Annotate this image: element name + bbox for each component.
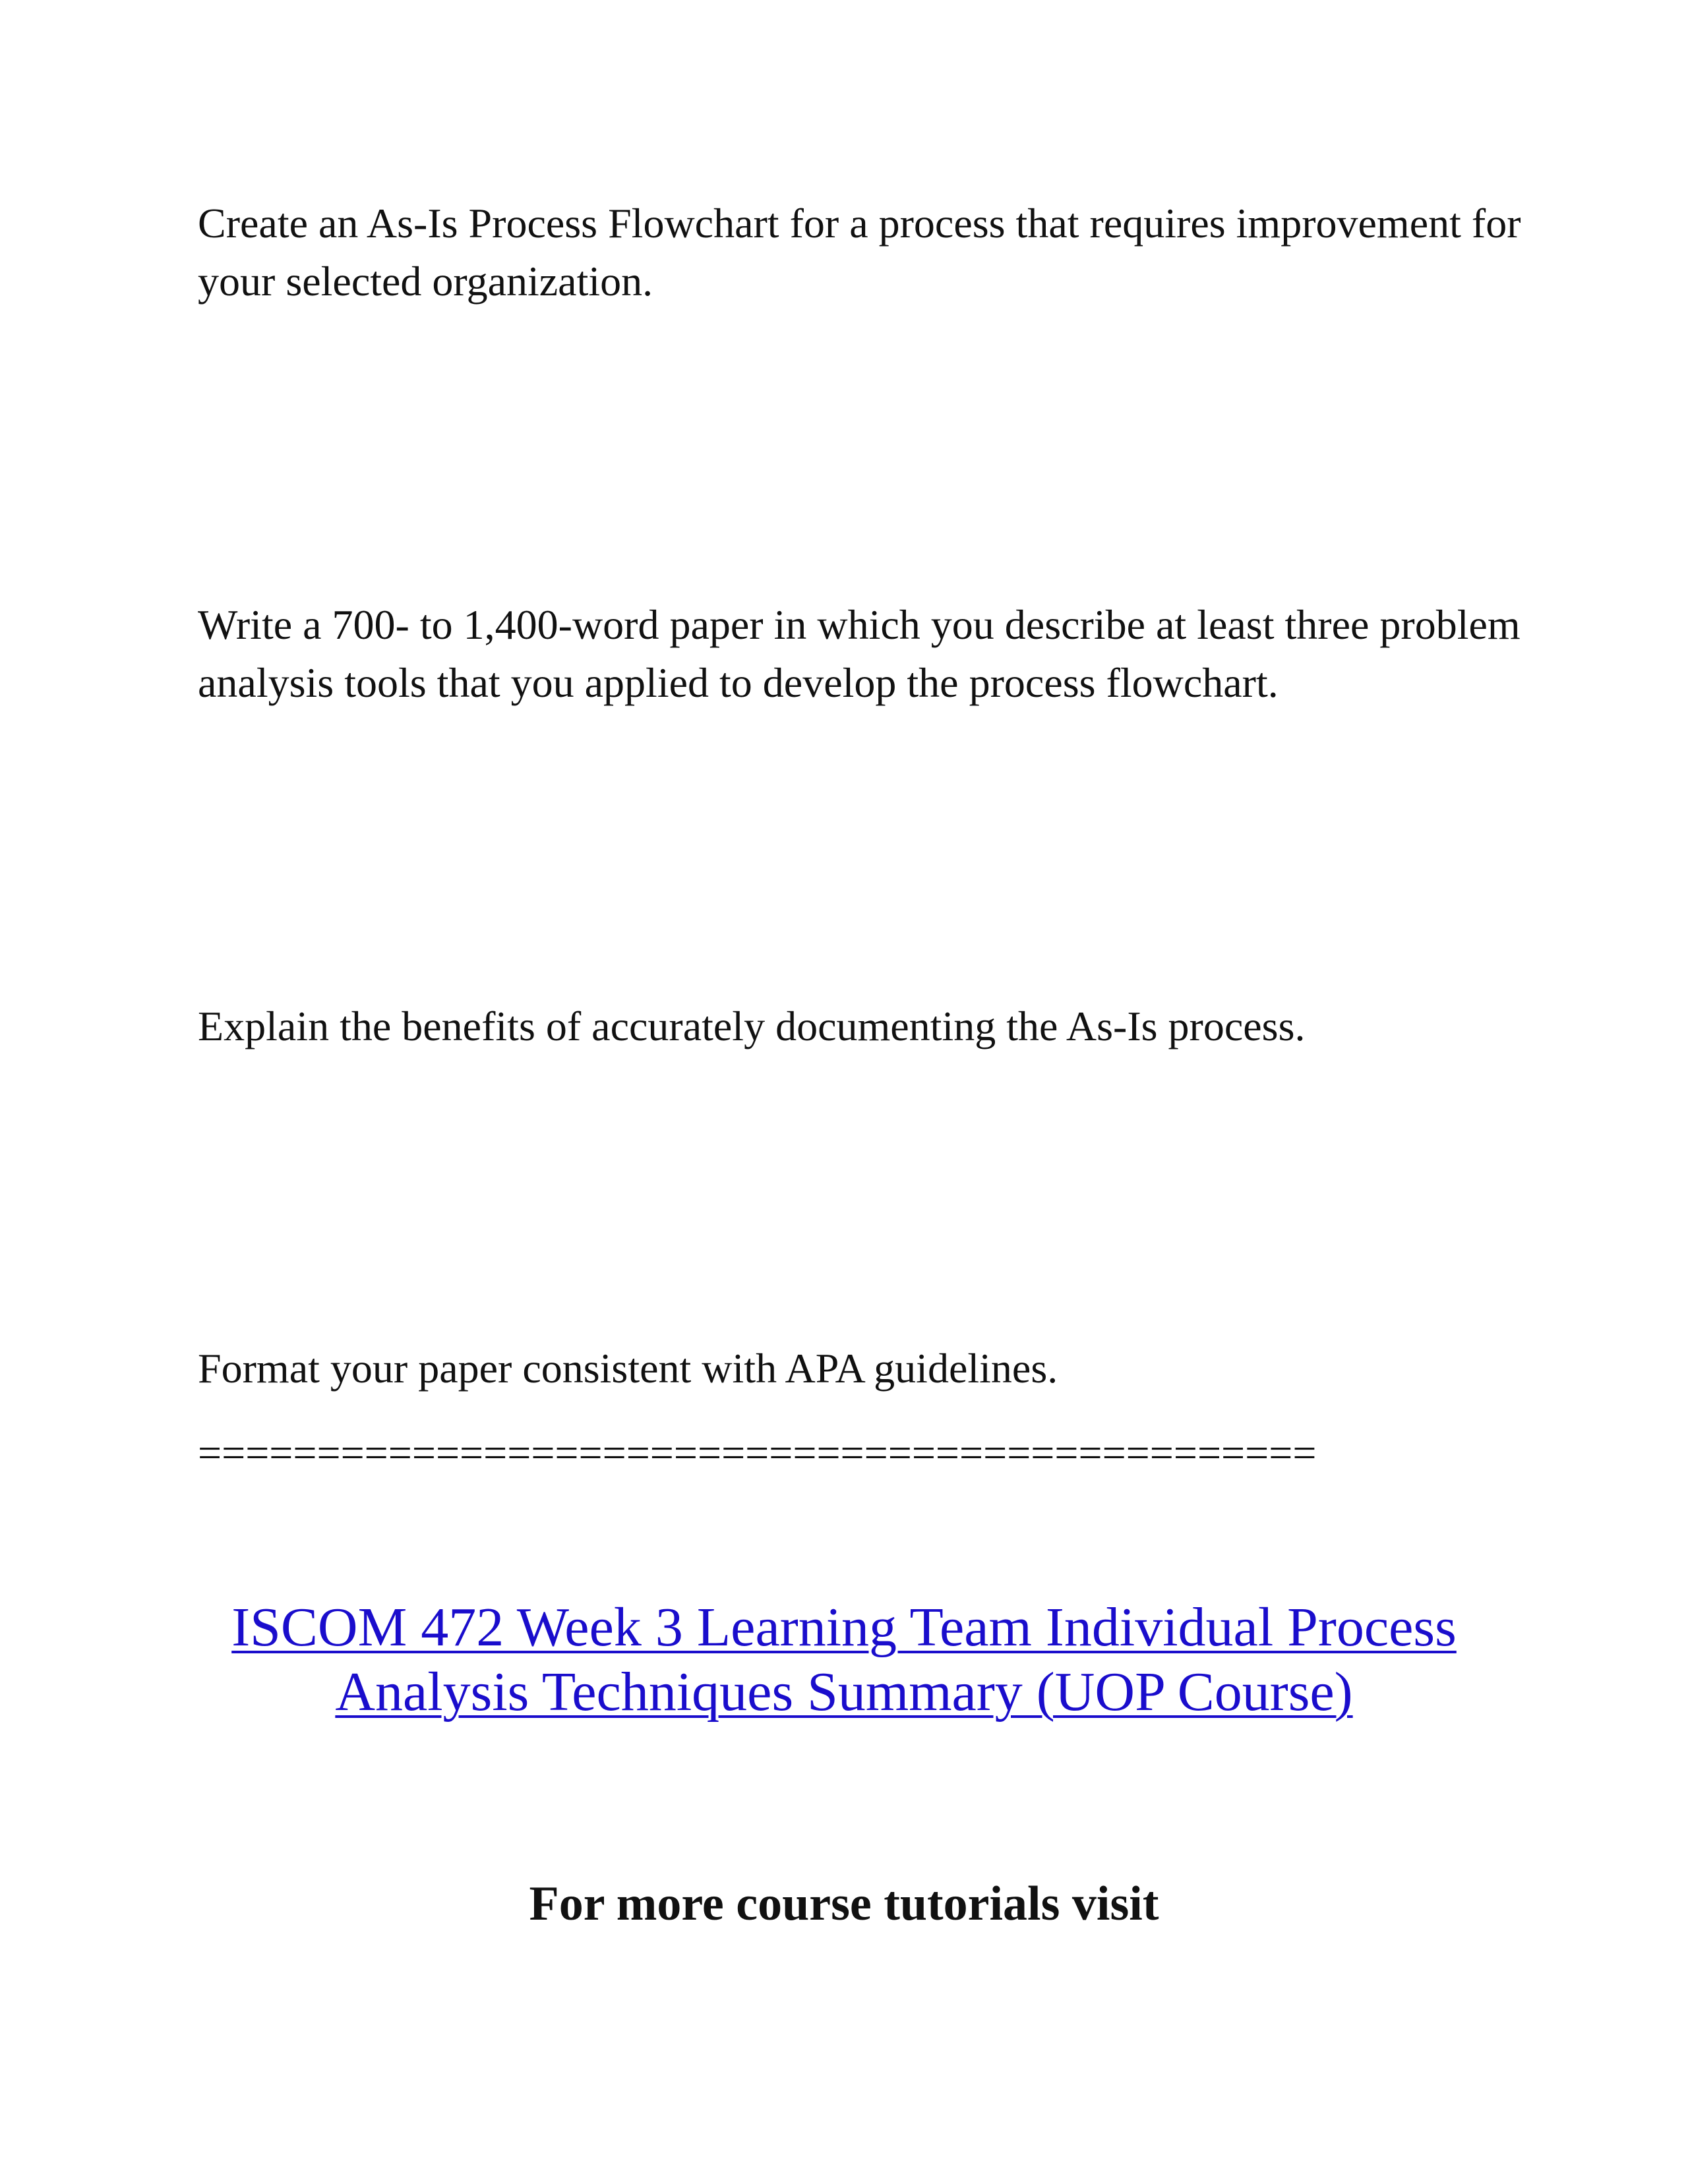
separator-line: ===============================================	[198, 1429, 1317, 1476]
course-link[interactable]: ISCOM 472 Week 3 Learning Team Individual Process Analysis Techniques Summary (UOP Course)	[231, 1597, 1457, 1723]
instruction-paragraph-format: Format your paper consistent with APA guidelines.	[198, 1345, 1058, 1392]
instruction-paragraph-flowchart: Create an As-Is Process Flowchart for a process that requires improvement for your selected organization.	[198, 200, 1521, 305]
instruction-paragraph-paper: Write a 700- to 1,400-word paper in which you describe at least three problem analysis tools that you applied to develop the process flowchart.	[198, 601, 1521, 706]
visit-heading: For more course tutorials visit	[529, 1877, 1159, 1931]
course-link-container	[198, 1595, 1490, 1725]
instruction-paragraph-benefits: Explain the benefits of accurately documenting the As-Is process.	[198, 1003, 1306, 1049]
